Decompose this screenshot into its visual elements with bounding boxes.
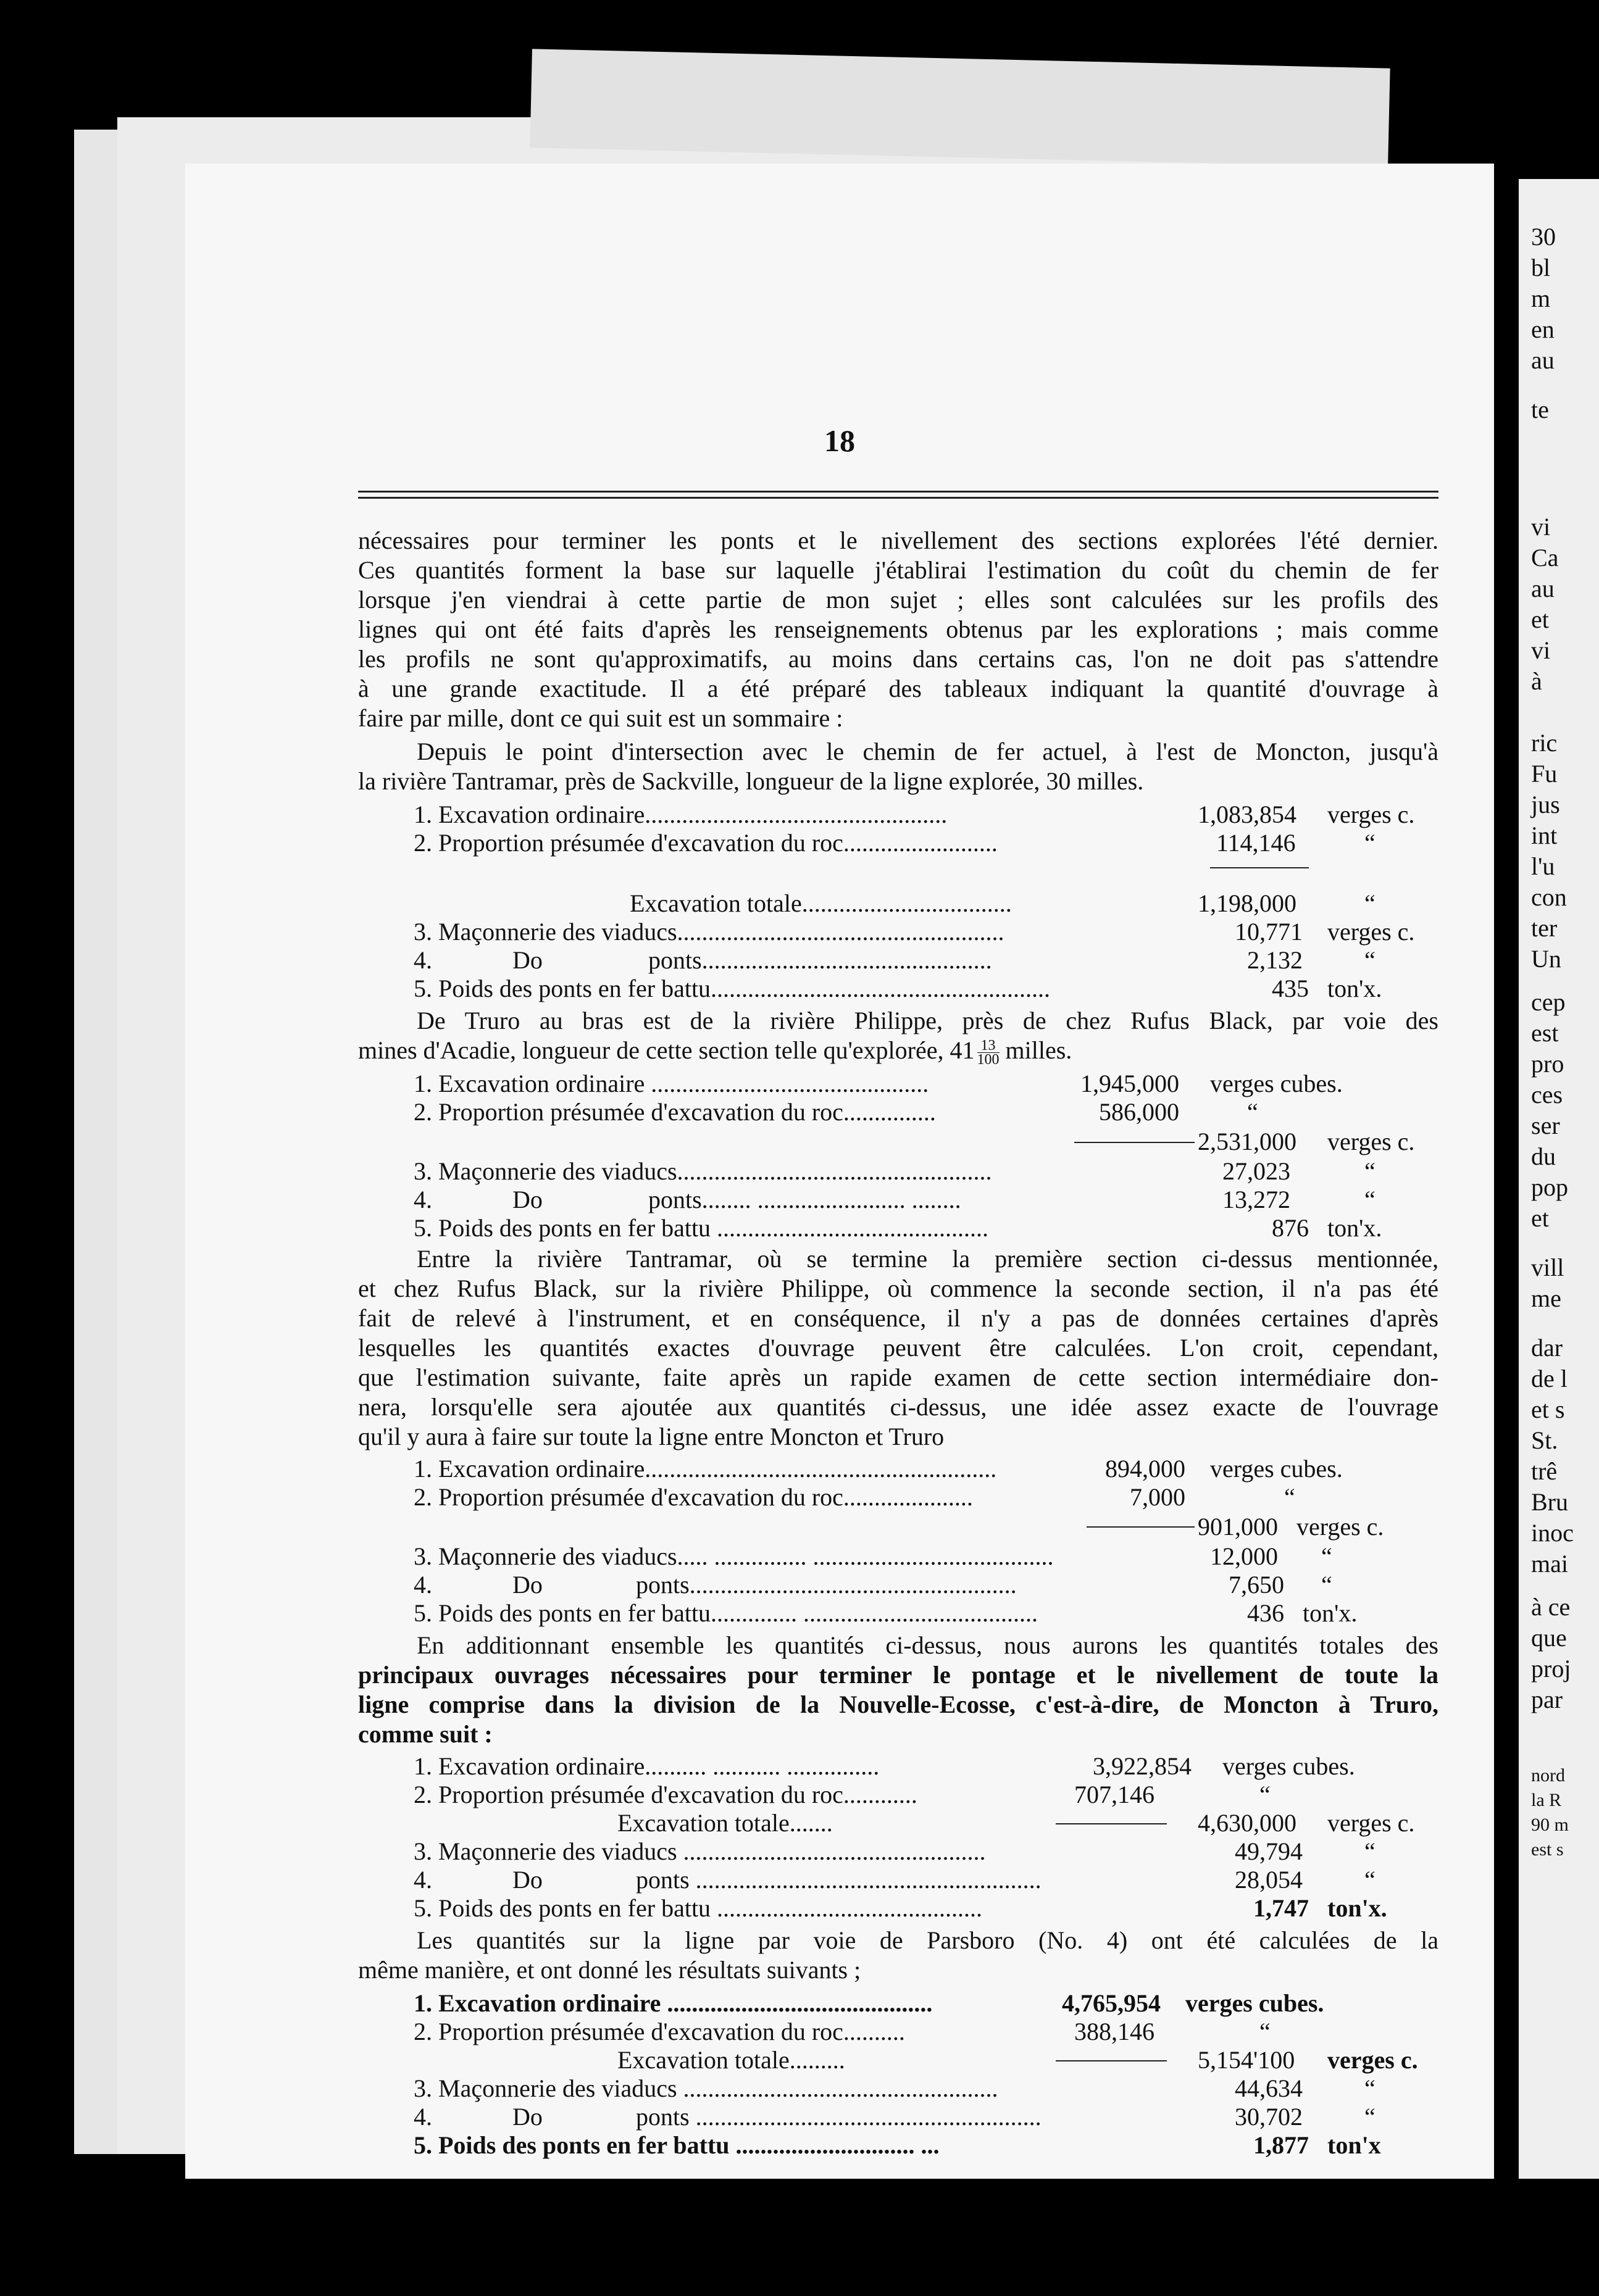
table-row-unit: verges c. [1327,2046,1418,2074]
table-row-label: Excavation totale......... [617,2046,845,2074]
table-row-label: ponts........ ........................ ........ [648,1186,961,1213]
table-row-label: Excavation totale....... [617,1809,833,1837]
facing-page-fragment: St. [1531,1426,1558,1454]
table-row-unit: “ [1284,1483,1295,1511]
table-row-label: 1. Excavation ordinaire ............................................. [414,1070,929,1097]
section2-text-part: mines d'Acadie, longueur de cette section telle qu'explorée, 41 [358,1036,975,1064]
facing-page-fragment: 30 [1531,223,1556,251]
table-row-label: 1. Excavation ordinaire.......... ........... ............... [414,1752,880,1780]
facing-page-fragment: ces [1531,1081,1563,1108]
table-row-value: 2,132 [1247,946,1303,974]
table-row-unit: “ [1364,946,1376,974]
table-row-value: 4,765,954 [1062,1989,1161,2017]
facing-page-fragment: proj [1531,1655,1571,1682]
intro-line: Ces quantités forment la base sur laquelle j'établirai l'estimation du coût du chemin de fer [358,556,1438,584]
table-row-unit: “ [1321,1571,1332,1599]
table-row-label: 4. [414,946,432,974]
table-row-unit: “ [1364,829,1376,857]
header-rule [358,491,1438,493]
facing-page-fragment: me [1531,1284,1561,1312]
table-row-value: 7,000 [1130,1483,1185,1511]
table-row-value: 894,000 [1105,1455,1185,1483]
facing-page-fragment: vi [1531,636,1551,664]
facing-page-fragment: et [1531,1204,1549,1232]
table-row-label: 2. Proportion présumée d'excavation du roc..................... [414,1483,973,1511]
table-row-unit: verges cubes. [1210,1455,1343,1483]
table-row-unit: “ [1259,1781,1271,1808]
facing-page-fragment: et s [1531,1395,1565,1423]
section5-text: même manière, et ont donné les résultats suivants ; [358,1956,861,1984]
facing-page-fragment: te [1531,396,1549,423]
facing-page-fragment: l'u [1531,852,1555,880]
section1-text: Depuis le point d'intersection avec le chemin de fer actuel, à l'est de Moncton, jusqu'à [417,738,1438,765]
table-row-unit: “ [1364,1186,1376,1213]
facing-page-fragment: int [1531,821,1558,849]
table-row-value: 12,000 [1210,1542,1278,1570]
facing-page-fragment: Ca [1531,544,1559,572]
facing-page-fragment: pop [1531,1173,1568,1201]
table-row-value: 707,146 [1074,1781,1154,1808]
section4-text: comme suit : [358,1720,493,1748]
table-row-label: 4. [414,2103,432,2131]
table-row-value: 5,154'100 [1198,2046,1295,2074]
table-row-value: 876 [1272,1214,1309,1242]
table-row-value: 13,272 [1222,1186,1290,1213]
table-row-label: ponts..................................................... [636,1571,1017,1599]
facing-page-fragment: bl [1531,254,1551,281]
facing-page-fragment: est [1531,1019,1559,1047]
table-row-unit: “ [1247,1098,1258,1126]
sum-rule [1056,2060,1167,2061]
intro-line: les profils ne sont qu'approximatifs, au moins dans certains cas, l'on ne doit pas s'attendre [358,645,1438,673]
table-row-value: 1,747 [1253,1894,1309,1922]
table-row-value: 4,630,000 [1198,1809,1296,1837]
table-row-label: 2. Proportion présumée d'excavation du roc......................... [414,829,998,857]
facing-page-fragment: par [1531,1686,1563,1713]
table-row-label: ponts ........................................................ [636,1866,1042,1894]
table-row-unit: verges cubes. [1210,1070,1343,1097]
section4-text: ligne comprise dans la division de la Nouvelle-Ecosse, c'est-à-dire, de Moncton à Truro, [358,1691,1438,1718]
table-row-unit: verges c. [1327,1809,1415,1837]
facing-page-fragment: ric [1531,729,1558,757]
facing-page-fragment: ter [1531,914,1558,942]
facing-page-fragment: vi [1531,513,1551,541]
table-row-label: 5. Poids des ponts en fer battu ............................................ [414,1214,989,1242]
table-row-value: 435 [1272,975,1309,1002]
table-row-unit: “ [1364,2103,1376,2131]
table-row-value: 1,198,000 [1198,889,1296,917]
section2-text: De Truro au bras est de la rivière Philippe, près de chez Rufus Black, par voie des [417,1007,1438,1034]
table-row-label: 4. [414,1571,432,1599]
table-row-label: 2. Proportion présumée d'excavation du roc............ [414,1781,917,1808]
table-row-unit: verges c. [1296,1513,1384,1541]
table-row-label: 4. [414,1866,432,1894]
table-row-unit: “ [1321,1542,1332,1570]
facing-page-fragment: est s [1531,1839,1564,1860]
section4-text: En additionnant ensemble les quantités ci-dessus, nous aurons les quantités totales des [417,1631,1438,1659]
section2-text-part: milles. [1005,1036,1072,1064]
table-row-value: 44,634 [1235,2074,1303,2102]
table-row-label: 5. Poids des ponts en fer battu.............. ...................................... [414,1599,1038,1627]
table-row-value: 1,877 [1253,2131,1309,2159]
facing-page-fragment: con [1531,883,1567,911]
table-row-label: 1. Excavation ordinaire................................................. [414,801,948,828]
table-row-value: 3,922,854 [1093,1752,1192,1780]
table-row-label: Do [512,1866,543,1894]
table-row-label: 5. Poids des ponts en fer battu ........................................... [414,1894,983,1922]
section3-text: lesquelles les quantités exactes d'ouvrage peuvent être calculées. L'on croit, cependant, [358,1334,1438,1362]
table-row-unit: verges cubes. [1185,1989,1324,2017]
document-page [185,164,1494,2179]
facing-page-fragment: que [1531,1624,1567,1652]
table-row-value: 10,771 [1235,918,1303,946]
facing-page-fragment: cep [1531,988,1566,1016]
table-row-label: 1. Excavation ordinaire ........................................... [414,1989,933,2017]
table-row-unit: ton'x. [1327,975,1382,1002]
facing-page-fragment: en [1531,315,1555,343]
table-row-label: 3. Maçonnerie des viaducs ................................................. [414,1837,986,1865]
facing-page-fragment: au [1531,346,1555,374]
facing-page-fragment: m [1531,285,1551,312]
section3-text: qu'il y aura à faire sur toute la ligne entre Moncton et Truro [358,1423,945,1450]
fraction [977,1039,1000,1067]
facing-page-fragment: ser [1531,1112,1560,1139]
paper-strip [530,49,1390,167]
facing-page-fragment: trê [1531,1457,1558,1485]
table-row-label: 5. Poids des ponts en fer battu....................................................... [414,975,1051,1002]
table-row-label: Do [512,2103,543,2131]
facing-page-fragment: au [1531,575,1555,602]
section2-text [358,1036,1438,1067]
intro-line: nécessaires pour terminer les ponts et le nivellement des sections explorées l'été dernier. [358,526,1438,554]
sum-rule [1074,1142,1195,1143]
table-row-label: 3. Maçonnerie des viaducs ................................................... [414,2074,998,2102]
facing-page-fragment: vill [1531,1254,1564,1281]
table-row-label: 2. Proportion présumée d'excavation du roc............... [414,1098,936,1126]
facing-page-fragment: pro [1531,1050,1564,1078]
table-row-label: 3. Maçonnerie des viaducs..... ............... ....................................... [414,1542,1054,1570]
facing-page-fragment: 90 m [1531,1815,1569,1835]
intro-line: lignes qui ont été faits d'après les renseignements obtenus par les explorations ; mais comme [358,615,1438,643]
facing-page-fragment: mai [1531,1550,1568,1578]
table-row-unit: “ [1259,2018,1271,2045]
table-row-unit: “ [1364,1157,1376,1185]
table-row-value: 2,531,000 [1198,1128,1296,1155]
facing-page-fragment: la R [1531,1790,1562,1810]
table-row-label: 2. Proportion présumée d'excavation du roc.......... [414,2018,905,2045]
section3-text: fait de relevé à l'instrument, et en conséquence, il n'y a pas de données certaines d'après [358,1304,1438,1332]
table-row-value: 388,146 [1074,2018,1154,2045]
table-row-label: 5. Poids des ponts en fer battu ............................. ... [414,2131,940,2159]
table-row-label: 3. Maçonnerie des viaducs..................................................... [414,918,1004,946]
table-row-value: 436 [1247,1599,1284,1627]
table-row-unit: “ [1364,889,1376,917]
facing-page-fragment: dar [1531,1334,1563,1362]
table-row-label: Excavation totale.................................. [630,889,1012,917]
table-row-label: 4. [414,1186,432,1213]
fraction-denominator: 100 [977,1052,1000,1068]
section3-text: que l'estimation suivante, faite après un rapide examen de cette section intermédiaire don- [358,1363,1438,1391]
table-row-unit: ton'x [1327,2131,1381,2159]
section3-text: nera, lorsqu'elle sera ajoutée aux quantités ci-dessus, une idée assez exacte de l'ouvrage [358,1393,1438,1421]
table-row-unit: ton'x. [1327,1214,1382,1242]
facing-page-edge [1519,179,1599,2179]
table-row-value: 1,945,000 [1080,1070,1179,1097]
facing-page-fragment: jus [1531,791,1560,818]
table-row-unit: “ [1364,1837,1376,1865]
table-row-value: 28,054 [1235,1866,1303,1894]
table-row-unit: verges c. [1327,801,1415,828]
facing-page-fragment: du [1531,1142,1556,1170]
sum-rule [1087,1526,1195,1528]
section3-text: et chez Rufus Black, sur la rivière Philippe, où commence la seconde section, il n'a pas été [358,1275,1438,1302]
table-row-label: Do [512,1571,543,1599]
fraction-numerator: 13 [977,1039,1000,1053]
facing-page-fragment: inoc [1531,1519,1574,1547]
section1-text: la rivière Tantramar, près de Sackville, longueur de la ligne explorée, 30 milles. [358,767,1144,795]
facing-page-fragment: Bru [1531,1488,1568,1516]
table-row-label: ponts ........................................................ [636,2103,1042,2131]
facing-page-fragment: nord [1531,1765,1565,1786]
table-row-value: 586,000 [1099,1098,1179,1126]
facing-page-fragment: Un [1531,945,1561,973]
sum-rule [1210,867,1309,868]
table-row-value: 27,023 [1222,1157,1290,1185]
facing-page-fragment: de l [1531,1365,1568,1392]
table-row-unit: verges c. [1327,1128,1415,1155]
table-row-unit: verges c. [1327,918,1415,946]
table-row-unit: ton'x. [1303,1599,1358,1627]
table-row-unit: “ [1364,2074,1376,2102]
table-row-unit: ton'x. [1327,1894,1387,1922]
section4-text: principaux ouvrages nécessaires pour terminer le pontage et le nivellement de toute la [358,1661,1438,1689]
table-row-label: 1. Excavation ordinaire......................................................... [414,1455,997,1483]
facing-page-fragment: à [1531,667,1542,695]
table-row-unit: “ [1364,1866,1376,1894]
table-row-unit: verges cubes. [1222,1752,1355,1780]
section3-text: Entre la rivière Tantramar, où se termine la première section ci-dessus mentionnée, [417,1245,1438,1273]
section5-text: Les quantités sur la ligne par voie de Parsboro (No. 4) ont été calculées de la [417,1926,1438,1954]
table-row-label: 3. Maçonnerie des viaducs................................................... [414,1157,992,1185]
intro-line: à une grande exactitude. Il a été préparé des tableaux indiquant la quantité d'ouvrage à [358,675,1438,702]
facing-page-fragment: Fu [1531,760,1558,788]
header-rule-2 [358,497,1438,499]
table-row-label: Do [512,946,543,974]
table-row-value: 7,650 [1229,1571,1284,1599]
facing-page-fragment: à ce [1531,1593,1571,1621]
facing-page-fragment: et [1531,605,1549,633]
table-row-value: 1,083,854 [1198,801,1296,828]
table-row-value: 114,146 [1216,829,1296,857]
table-row-value: 901,000 [1198,1513,1278,1541]
table-row-value: 49,794 [1235,1837,1303,1865]
sum-rule [1056,1823,1167,1824]
table-row-label: ponts............................................... [648,946,992,974]
intro-line: faire par mille, dont ce qui suit est un sommaire : [358,704,843,732]
table-row-value: 30,702 [1235,2103,1303,2131]
intro-line: lorsque j'en viendrai à cette partie de mon sujet ; elles sont calculées sur les profils des [358,586,1438,614]
page-number: 18 [824,423,855,458]
table-row-label: Do [512,1186,543,1213]
